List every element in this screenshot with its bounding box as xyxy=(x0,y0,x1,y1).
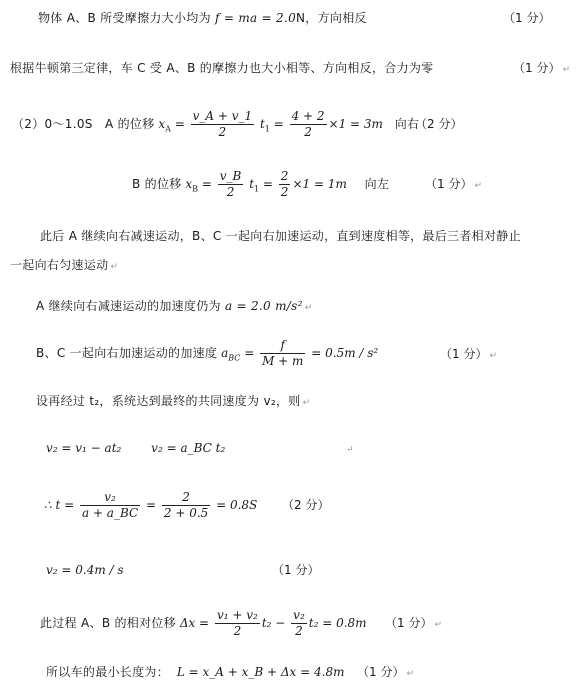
text: A 继续向右减速运动的加速度仍为 xyxy=(36,299,221,313)
line-time-result: ∴ t = $\frac{\text{v₂}}{a + a\_BC}$ = $\frac{2}{2 + 0.5}$ = 0.8S xyxy=(44,490,258,520)
line-newton-third xyxy=(10,60,433,76)
lhs: ∴ t = xyxy=(44,498,75,512)
prefix: （2）0～1.0S A 的位移 xyxy=(12,117,155,131)
prefix: B 的位移 xyxy=(132,177,182,191)
numerator: v₂ xyxy=(293,608,305,622)
direction: 向右 xyxy=(394,117,420,131)
time-sub: 1 xyxy=(264,124,270,134)
score-7 xyxy=(440,346,497,364)
text: 所以车的最小长度为： xyxy=(46,665,170,679)
denominator: 2 xyxy=(233,624,242,638)
denominator: 2 xyxy=(226,185,235,199)
line-a-displacement: （2）0～1.0S A 的位移 $x_A$ = $\frac{v\_A + v\_1}{2}$ $t_1$ = $\frac{4 + 2}{2}$ ×1 = 3m 向右 xyxy=(12,109,420,139)
lhs: a xyxy=(221,346,229,360)
line-bc-acceleration: B、C 一起向右加速运动的加速度 $a_{BC}$ = $\frac{f}{M + m}$ = 0.5m / s² xyxy=(36,338,379,368)
line-9-return xyxy=(344,440,354,458)
numerator: 4 + 2 xyxy=(291,109,325,123)
lhs-sub: B xyxy=(192,184,199,194)
numerator: v₂ xyxy=(80,490,140,506)
numerator: v₁ + v₂ xyxy=(216,608,258,622)
line-final-velocity xyxy=(46,562,124,578)
lhs: Δx = xyxy=(179,616,210,630)
denominator: 2 xyxy=(304,125,312,139)
line-a-acceleration xyxy=(36,298,313,316)
fraction-1 xyxy=(218,169,244,200)
eq: v₂ = 0.4m / s xyxy=(46,563,124,577)
time: t xyxy=(259,117,265,131)
direction: 向左 xyxy=(364,177,390,191)
return-mark: ↵ xyxy=(346,445,354,455)
numerator: 2 xyxy=(280,169,289,183)
lhs-sub: A xyxy=(165,124,171,134)
return-mark: ↵ xyxy=(474,181,482,191)
score-3: （2 分） xyxy=(415,117,463,131)
denominator: 2 xyxy=(295,624,303,638)
time: t xyxy=(249,177,255,191)
score-11: （1 分） xyxy=(272,563,320,577)
return-mark: ↵ xyxy=(110,262,119,272)
fraction-2 xyxy=(162,490,210,521)
numerator: f xyxy=(260,338,305,354)
denominator: a + a_BC xyxy=(81,506,139,520)
eq1: v₂ = v₁ − at₂ xyxy=(46,441,122,455)
time-sub: 1 xyxy=(254,184,260,194)
line-min-length xyxy=(46,664,344,680)
denominator: 2 xyxy=(280,185,289,199)
text: 此过程 A、B 的相对位移 xyxy=(40,616,176,630)
line-relative-displacement xyxy=(40,604,367,642)
mid: t₂ − xyxy=(261,616,286,630)
score-2 xyxy=(513,60,570,78)
text: 根据牛顿第三定律，车 C 受 A、B 的摩擦力也大小相等、方向相反，合力为零 xyxy=(10,61,434,75)
score: （1 分） xyxy=(425,177,473,191)
score: （1 分） xyxy=(440,347,488,361)
rhs: = 0.5m / s² xyxy=(311,346,379,360)
score-12 xyxy=(385,615,442,633)
return-mark: ↵ xyxy=(304,303,313,313)
lhs: x xyxy=(185,177,193,191)
return-mark: ↵ xyxy=(406,669,414,679)
line-subsequent-motion-cont xyxy=(10,257,118,275)
formula: a = 2.0 xyxy=(224,299,271,313)
tail: ×1 = 3m xyxy=(328,117,383,131)
text: B、C 一起向右加速运动的加速度 xyxy=(36,346,218,360)
fraction-2 xyxy=(279,169,291,200)
tail: ×1 = 1m xyxy=(292,177,347,191)
unit: N，方向相反 xyxy=(296,11,367,25)
numerator: v_A + v_1 xyxy=(192,109,253,123)
denominator: 2 xyxy=(218,125,227,139)
score: （1 分） xyxy=(357,665,405,679)
score: （1 分） xyxy=(513,61,561,75)
score-10: （2 分） xyxy=(282,498,330,512)
denominator: 2 + 0.5 xyxy=(163,506,209,520)
unit: m/s² xyxy=(275,299,303,313)
return-mark: ↵ xyxy=(489,351,497,361)
fraction-1 xyxy=(191,109,255,140)
text: 物体 A、B 所受摩擦力大小均为 xyxy=(38,11,211,25)
score-13 xyxy=(357,664,414,682)
line-friction-equal xyxy=(38,10,367,26)
text: 设再经过 t₂，系统达到最终的共同速度为 v₂，则 xyxy=(36,394,301,408)
fraction-1 xyxy=(80,490,140,521)
return-mark: ↵ xyxy=(302,398,311,408)
fraction-2 xyxy=(290,109,327,140)
fraction xyxy=(260,338,305,369)
text: 一起向右匀速运动 xyxy=(10,258,109,272)
eq2: v₂ = a_BC t₂ xyxy=(151,441,226,455)
rhs: = 0.8S xyxy=(216,498,258,512)
rhs: t₂ = 0.8m xyxy=(308,616,367,630)
eq: L = x_A + x_B + Δx = 4.8m xyxy=(176,665,345,679)
line-velocity-equations xyxy=(46,440,225,456)
score: （1 分） xyxy=(385,616,433,630)
score-1: （1 分） xyxy=(503,11,551,25)
return-mark: ↵ xyxy=(562,65,570,75)
line-subsequent-motion xyxy=(40,228,521,244)
line-common-velocity xyxy=(36,393,310,411)
lhs: x xyxy=(158,117,166,131)
lhs-sub: BC xyxy=(228,353,241,363)
numerator: v_B xyxy=(219,169,242,183)
denominator: M + m xyxy=(262,354,304,368)
return-mark: ↵ xyxy=(434,620,442,630)
fraction-1 xyxy=(215,608,260,639)
line-b-displacement: B 的位移 $x_B$ = $\frac{v\_B}{2}$ $t_1$ = $\frac{2}{2}$ ×1 = 1m 向左 xyxy=(132,169,390,199)
score-4 xyxy=(425,176,482,194)
numerator: 2 xyxy=(162,490,210,506)
fraction-2 xyxy=(291,608,307,639)
formula: f = ma = 2.0 xyxy=(215,11,297,25)
text: 此后 A 继续向右减速运动，B、C 一起向右加速运动，直到速度相等，最后三者相对静止 xyxy=(40,229,521,243)
